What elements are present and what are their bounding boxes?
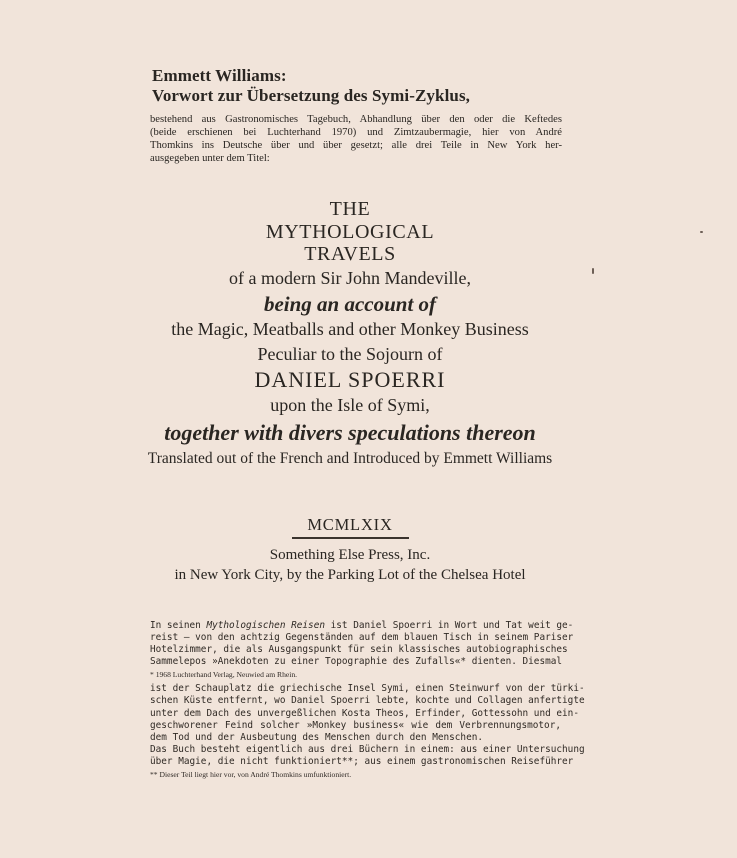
title-line-symi: upon the Isle of Symi, — [270, 394, 430, 415]
title-line-translated: Translated out of the French and Introduced by Emmett Williams — [147, 449, 553, 467]
imprint-publisher: Something Else Press, Inc. — [269, 546, 431, 563]
title-line-magic: the Magic, Meatballs and other Monkey Business — [171, 318, 529, 339]
body-line: geschworener Feind solcher »Monkey business« wie dem Verbrennungsmotor, — [150, 719, 561, 731]
chapter-title: Vorwort zur Übersetzung des Symi-Zyklus, — [152, 86, 471, 105]
body-line: Das Buch besteht eigentlich aus drei Büchern in einem: aus einer Untersuchung — [150, 743, 585, 755]
title-line-the: THE — [329, 198, 371, 220]
chapter-author: Emmett Williams: — [152, 66, 287, 85]
title-line-peculiar: Peculiar to the Sojourn of — [257, 343, 443, 364]
body-line: über Magie, die nicht funktioniert**; aus einem gastronomischen Reiseführer — [150, 755, 574, 767]
body-line: unter dem Dach des unvergeßlichen Kosta Theos, Erfinder, Gottessohn und ein- — [150, 707, 579, 719]
chapter-header — [152, 66, 572, 106]
body-line: In seinen Mythologischen Reisen ist Daniel Spoerri in Wort und Tat weit ge- — [150, 620, 574, 631]
body-line: ist der Schauplatz die griechische Insel Symi, einen Steinwurf von der türki- — [150, 683, 585, 695]
title-line-travels: TRAVELS — [304, 243, 396, 265]
paper-speck — [700, 231, 703, 233]
body-line: Sammelepos »Anekdoten zu einer Topographie des Zufalls«* dienten. Diesmal — [150, 656, 563, 668]
body-line: schen Küste entfernt, wo Daniel Spoerri lebte, kochte und Collagen anfertigte — [150, 695, 585, 707]
intro-line: bestehend aus Gastronomisches Tagebuch, Abhandlung über den oder die Keftedes — [150, 114, 562, 125]
body-line: dem Tod und der Ausbeutung des Menschen durch den Menschen. — [150, 731, 484, 743]
imprint-year: MCMLXIX — [307, 515, 393, 534]
intro-line: ausgegeben unter dem Titel: — [150, 153, 270, 164]
intro-line: Thomkins ins Deutsche über und über gesetzt; alle drei Teile in New York her- — [150, 140, 562, 151]
title-line-speculations: together with divers speculations thereon — [164, 419, 536, 445]
footnote-1: * 1968 Luchterhand Verlag, Neuwied am Rhein. — [150, 670, 298, 680]
reproduced-title-page — [130, 198, 570, 470]
intro-paragraph — [150, 113, 562, 165]
book-title-italic: Mythologischen Reisen — [206, 620, 325, 631]
title-line-author: DANIEL SPOERRI — [254, 366, 446, 392]
intro-line: (beide erschienen bei Luchterhand 1970) und Zimtzaubermagie, hier von André — [150, 127, 562, 138]
body-text — [150, 620, 585, 783]
imprint-rule — [292, 537, 409, 539]
body-line: Hotelzimmer, die als Ausgangspunkt für sein klassisches autobiographisches — [150, 644, 568, 656]
imprint — [130, 515, 570, 585]
body-line: reist — von den achtzig Gegenständen auf dem blauen Tisch in seinem Pariser — [150, 632, 574, 644]
title-line-mythological: MYTHOLOGICAL — [265, 220, 435, 243]
imprint-place: in New York City, by the Parking Lot of the Chelsea Hotel — [174, 566, 526, 583]
title-line-mandeville: of a modern Sir John Mandeville, — [229, 267, 471, 288]
footnote-2: ** Dieser Teil liegt hier vor, von André Thomkins umfunktioniert. — [150, 770, 352, 780]
title-line-account: being an account of — [263, 291, 437, 316]
paper-speck — [592, 268, 594, 274]
